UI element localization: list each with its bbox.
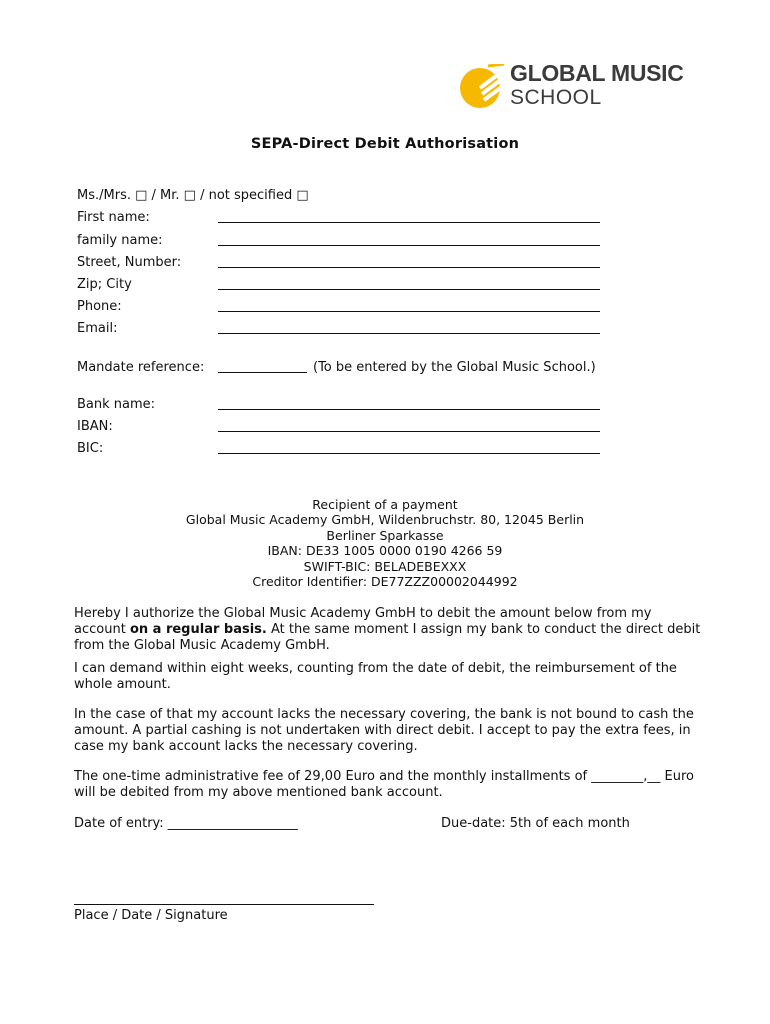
first-name-label: First name: <box>77 210 150 225</box>
recipient-bic: SWIFT-BIC: BELADEBEXXX <box>303 558 467 574</box>
street-label: Street, Number: <box>77 255 182 270</box>
phone-field[interactable] <box>218 311 600 312</box>
signature-line[interactable] <box>74 904 374 905</box>
recipient-bank: Berliner Sparkasse <box>326 527 444 543</box>
iban-field[interactable] <box>218 431 600 432</box>
date-of-entry-field[interactable]: Date of entry: ____________________ <box>74 816 298 831</box>
page-title: SEPA-Direct Debit Authorisation <box>250 136 520 152</box>
regular-basis-text: on a regular basis. <box>129 622 267 637</box>
iban-label: IBAN: <box>77 419 113 434</box>
authorization-text-continued: At the same moment I assign my bank to conduct the direct debit from the Global Music Academy GmbH. <box>74 622 701 653</box>
fee-paragraph: The one-time administrative fee of 29,00 Euro and the monthly installments of ________,__ Euro will be debited from my above mentioned bank account. <box>74 769 694 800</box>
recipient-iban: IBAN: DE33 1005 0000 0190 4266 59 <box>267 543 503 559</box>
mandate-reference-field[interactable] <box>218 372 307 373</box>
bic-field[interactable] <box>218 453 600 454</box>
phone-label: Phone: <box>77 299 122 314</box>
zip-city-label: Zip; City <box>77 277 132 292</box>
salutation-options[interactable]: Ms./Mrs. □ / Mr. □ / not specified □ <box>77 188 309 203</box>
mandate-reference-note: (To be entered by the Global Music School.) <box>313 360 596 375</box>
logo-line2: SCHOOL <box>510 86 602 109</box>
covering-paragraph: In the case of that my account lacks the necessary covering, the bank is not bound to cash the amount. A partial cashing is not undertaken with direct debit. I accept to pay the extra fees, in case my bank account lacks the necessary covering. <box>74 707 694 754</box>
bic-label: BIC: <box>77 441 104 456</box>
creditor-identifier: Creditor Identifier: DE77ZZZ00002044992 <box>252 574 518 590</box>
bank-name-field[interactable] <box>218 409 600 410</box>
family-name-label: family name: <box>77 233 163 248</box>
bank-name-label: Bank name: <box>77 397 156 412</box>
signature-label: Place / Date / Signature <box>74 908 228 923</box>
global-music-school-logo <box>458 62 698 114</box>
mandate-reference-label: Mandate reference: <box>77 360 205 375</box>
due-date-text: Due-date: 5th of each month <box>441 816 630 831</box>
family-name-field[interactable] <box>218 245 600 246</box>
email-field[interactable] <box>218 333 600 334</box>
logo-mark-icon <box>458 64 508 110</box>
first-name-field[interactable] <box>218 222 600 223</box>
reimbursement-paragraph: I can demand within eight weeks, counting from the date of debit, the reimbursement of the whole amount. <box>74 661 677 692</box>
recipient-address: Global Music Academy GmbH, Wildenbruchstr. 80, 12045 Berlin <box>185 512 585 528</box>
authorization-paragraph <box>74 606 704 654</box>
recipient-block <box>0 497 770 589</box>
email-label: Email: <box>77 321 118 336</box>
authorization-text: Hereby I authorize the Global Music Academy GmbH to debit the amount below from my account <box>74 606 652 637</box>
zip-city-field[interactable] <box>218 289 600 290</box>
recipient-heading: Recipient of a payment <box>312 497 458 512</box>
street-field[interactable] <box>218 267 600 268</box>
logo-line1: GLOBAL MUSIC <box>510 60 684 86</box>
